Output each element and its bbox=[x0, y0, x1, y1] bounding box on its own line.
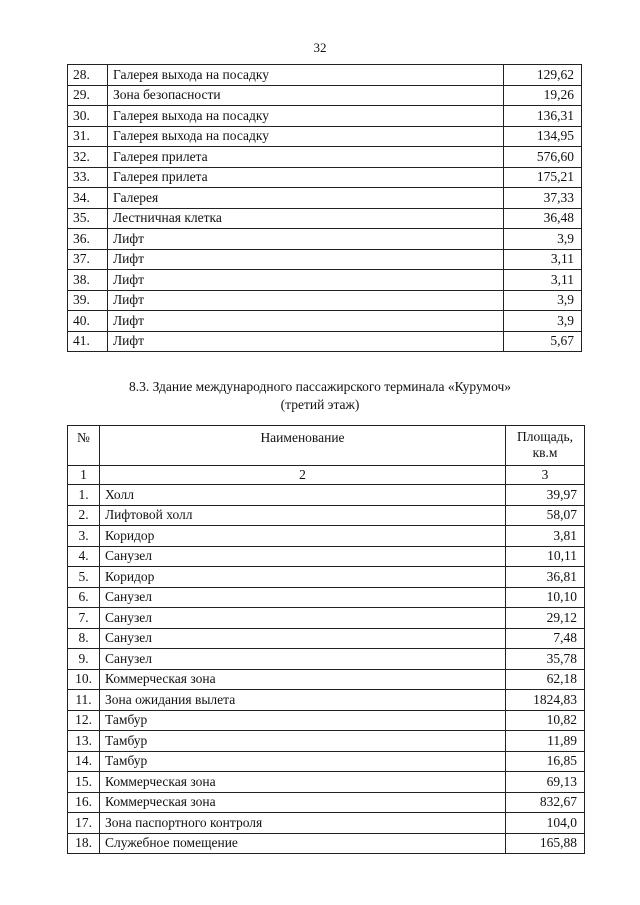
room-name: Коммерческая зона bbox=[100, 669, 506, 690]
row-number: 16. bbox=[68, 792, 100, 813]
room-name: Зона ожидания вылета bbox=[100, 690, 506, 711]
room-name: Лифт bbox=[108, 311, 504, 332]
room-name: Санузел bbox=[100, 649, 506, 670]
room-name: Коммерческая зона bbox=[100, 772, 506, 793]
table-row bbox=[68, 546, 585, 567]
table-row bbox=[68, 311, 582, 332]
row-number: 11. bbox=[68, 690, 100, 711]
column-index-cell: 2 bbox=[100, 466, 506, 485]
room-area: 36,48 bbox=[504, 208, 582, 229]
table-row bbox=[68, 772, 585, 793]
table-row bbox=[68, 85, 582, 106]
room-name: Зона безопасности bbox=[108, 85, 504, 106]
room-area: 5,67 bbox=[504, 331, 582, 352]
room-name: Лифт bbox=[108, 290, 504, 311]
row-number: 1. bbox=[68, 485, 100, 506]
row-number: 40. bbox=[68, 311, 108, 332]
table-row bbox=[68, 833, 585, 854]
header-area: Площадь, кв.м bbox=[506, 426, 585, 466]
table-row bbox=[68, 690, 585, 711]
room-area: 10,10 bbox=[506, 587, 585, 608]
room-area: 62,18 bbox=[506, 669, 585, 690]
room-area: 11,89 bbox=[506, 731, 585, 752]
row-number: 39. bbox=[68, 290, 108, 311]
table-row bbox=[68, 290, 582, 311]
room-name: Санузел bbox=[100, 587, 506, 608]
table-row bbox=[68, 188, 582, 209]
rooms-table-third-floor bbox=[67, 425, 585, 854]
row-number: 9. bbox=[68, 649, 100, 670]
row-number: 31. bbox=[68, 126, 108, 147]
room-area: 165,88 bbox=[506, 833, 585, 854]
table-row bbox=[68, 229, 582, 250]
section-title-line-1: 8.3. Здание международного пассажирского терминала «Курумоч» bbox=[128, 379, 512, 394]
row-number: 41. bbox=[68, 331, 108, 352]
row-number: 17. bbox=[68, 813, 100, 834]
table-row bbox=[68, 147, 582, 168]
table-row bbox=[68, 106, 582, 127]
rooms-table-third-floor-body bbox=[68, 485, 585, 854]
rooms-table-continued bbox=[67, 64, 582, 352]
table-row bbox=[68, 731, 585, 752]
room-area: 134,95 bbox=[504, 126, 582, 147]
row-number: 15. bbox=[68, 772, 100, 793]
room-name: Галерея выхода на посадку bbox=[108, 126, 504, 147]
table-row bbox=[68, 65, 582, 86]
room-name: Коридор bbox=[100, 567, 506, 588]
room-name: Санузел bbox=[100, 628, 506, 649]
row-number: 29. bbox=[68, 85, 108, 106]
row-number: 30. bbox=[68, 106, 108, 127]
room-area: 7,48 bbox=[506, 628, 585, 649]
room-name: Галерея выхода на посадку bbox=[108, 65, 504, 86]
room-area: 10,82 bbox=[506, 710, 585, 731]
room-name: Тамбур bbox=[100, 710, 506, 731]
table-row bbox=[68, 669, 585, 690]
section-heading bbox=[0, 378, 640, 414]
row-number: 6. bbox=[68, 587, 100, 608]
column-index-row bbox=[68, 466, 585, 485]
header-number: № bbox=[68, 426, 100, 466]
row-number: 10. bbox=[68, 669, 100, 690]
room-area: 576,60 bbox=[504, 147, 582, 168]
row-number: 4. bbox=[68, 546, 100, 567]
row-number: 36. bbox=[68, 229, 108, 250]
room-area: 35,78 bbox=[506, 649, 585, 670]
row-number: 28. bbox=[68, 65, 108, 86]
table-row bbox=[68, 249, 582, 270]
room-name: Служебное помещение bbox=[100, 833, 506, 854]
room-area: 3,9 bbox=[504, 290, 582, 311]
room-area: 36,81 bbox=[506, 567, 585, 588]
room-name: Коридор bbox=[100, 526, 506, 547]
row-number: 37. bbox=[68, 249, 108, 270]
row-number: 38. bbox=[68, 270, 108, 291]
room-area: 175,21 bbox=[504, 167, 582, 188]
table-row bbox=[68, 751, 585, 772]
room-name: Галерея bbox=[108, 188, 504, 209]
room-area: 3,81 bbox=[506, 526, 585, 547]
table-row bbox=[68, 526, 585, 547]
table-row bbox=[68, 126, 582, 147]
table-row bbox=[68, 813, 585, 834]
room-area: 39,97 bbox=[506, 485, 585, 506]
row-number: 8. bbox=[68, 628, 100, 649]
room-area: 37,33 bbox=[504, 188, 582, 209]
room-area: 10,11 bbox=[506, 546, 585, 567]
room-area: 19,26 bbox=[504, 85, 582, 106]
room-name: Зона паспортного контроля bbox=[100, 813, 506, 834]
row-number: 12. bbox=[68, 710, 100, 731]
room-name: Тамбур bbox=[100, 751, 506, 772]
table-row bbox=[68, 485, 585, 506]
room-area: 3,11 bbox=[504, 270, 582, 291]
room-area: 69,13 bbox=[506, 772, 585, 793]
room-area: 16,85 bbox=[506, 751, 585, 772]
table-row bbox=[68, 710, 585, 731]
table-row bbox=[68, 270, 582, 291]
room-name: Лифтовой холл bbox=[100, 505, 506, 526]
room-name: Лифт bbox=[108, 270, 504, 291]
room-area: 104,0 bbox=[506, 813, 585, 834]
table-row bbox=[68, 628, 585, 649]
room-name: Санузел bbox=[100, 546, 506, 567]
header-row bbox=[68, 426, 585, 466]
table-row bbox=[68, 608, 585, 629]
row-number: 35. bbox=[68, 208, 108, 229]
row-number: 33. bbox=[68, 167, 108, 188]
room-name: Галерея прилета bbox=[108, 167, 504, 188]
room-name: Лифт bbox=[108, 249, 504, 270]
column-index-cell: 1 bbox=[68, 466, 100, 485]
row-number: 2. bbox=[68, 505, 100, 526]
rooms-table-header bbox=[68, 426, 585, 485]
room-name: Коммерческая зона bbox=[100, 792, 506, 813]
room-name: Лифт bbox=[108, 229, 504, 250]
table-row bbox=[68, 649, 585, 670]
room-area: 1824,83 bbox=[506, 690, 585, 711]
table-row bbox=[68, 167, 582, 188]
row-number: 34. bbox=[68, 188, 108, 209]
row-number: 7. bbox=[68, 608, 100, 629]
section-title-line-2: (третий этаж) bbox=[280, 397, 360, 412]
room-name: Тамбур bbox=[100, 731, 506, 752]
row-number: 14. bbox=[68, 751, 100, 772]
table-row bbox=[68, 208, 582, 229]
room-name: Галерея выхода на посадку bbox=[108, 106, 504, 127]
table-row bbox=[68, 587, 585, 608]
room-name: Лифт bbox=[108, 331, 504, 352]
room-area: 3,9 bbox=[504, 311, 582, 332]
room-name: Галерея прилета bbox=[108, 147, 504, 168]
row-number: 32. bbox=[68, 147, 108, 168]
row-number: 5. bbox=[68, 567, 100, 588]
room-area: 58,07 bbox=[506, 505, 585, 526]
room-name: Холл bbox=[100, 485, 506, 506]
header-name: Наименование bbox=[100, 426, 506, 466]
room-name: Санузел bbox=[100, 608, 506, 629]
table-row bbox=[68, 505, 585, 526]
room-area: 3,9 bbox=[504, 229, 582, 250]
room-area: 3,11 bbox=[504, 249, 582, 270]
table-row bbox=[68, 792, 585, 813]
room-name: Лестничная клетка bbox=[108, 208, 504, 229]
room-area: 136,31 bbox=[504, 106, 582, 127]
page-number: 32 bbox=[313, 40, 327, 55]
column-index-cell: 3 bbox=[506, 466, 585, 485]
room-area: 832,67 bbox=[506, 792, 585, 813]
table-row bbox=[68, 331, 582, 352]
rooms-table-continued-body bbox=[68, 65, 582, 352]
row-number: 18. bbox=[68, 833, 100, 854]
table-row bbox=[68, 567, 585, 588]
row-number: 13. bbox=[68, 731, 100, 752]
room-area: 29,12 bbox=[506, 608, 585, 629]
row-number: 3. bbox=[68, 526, 100, 547]
room-area: 129,62 bbox=[504, 65, 582, 86]
